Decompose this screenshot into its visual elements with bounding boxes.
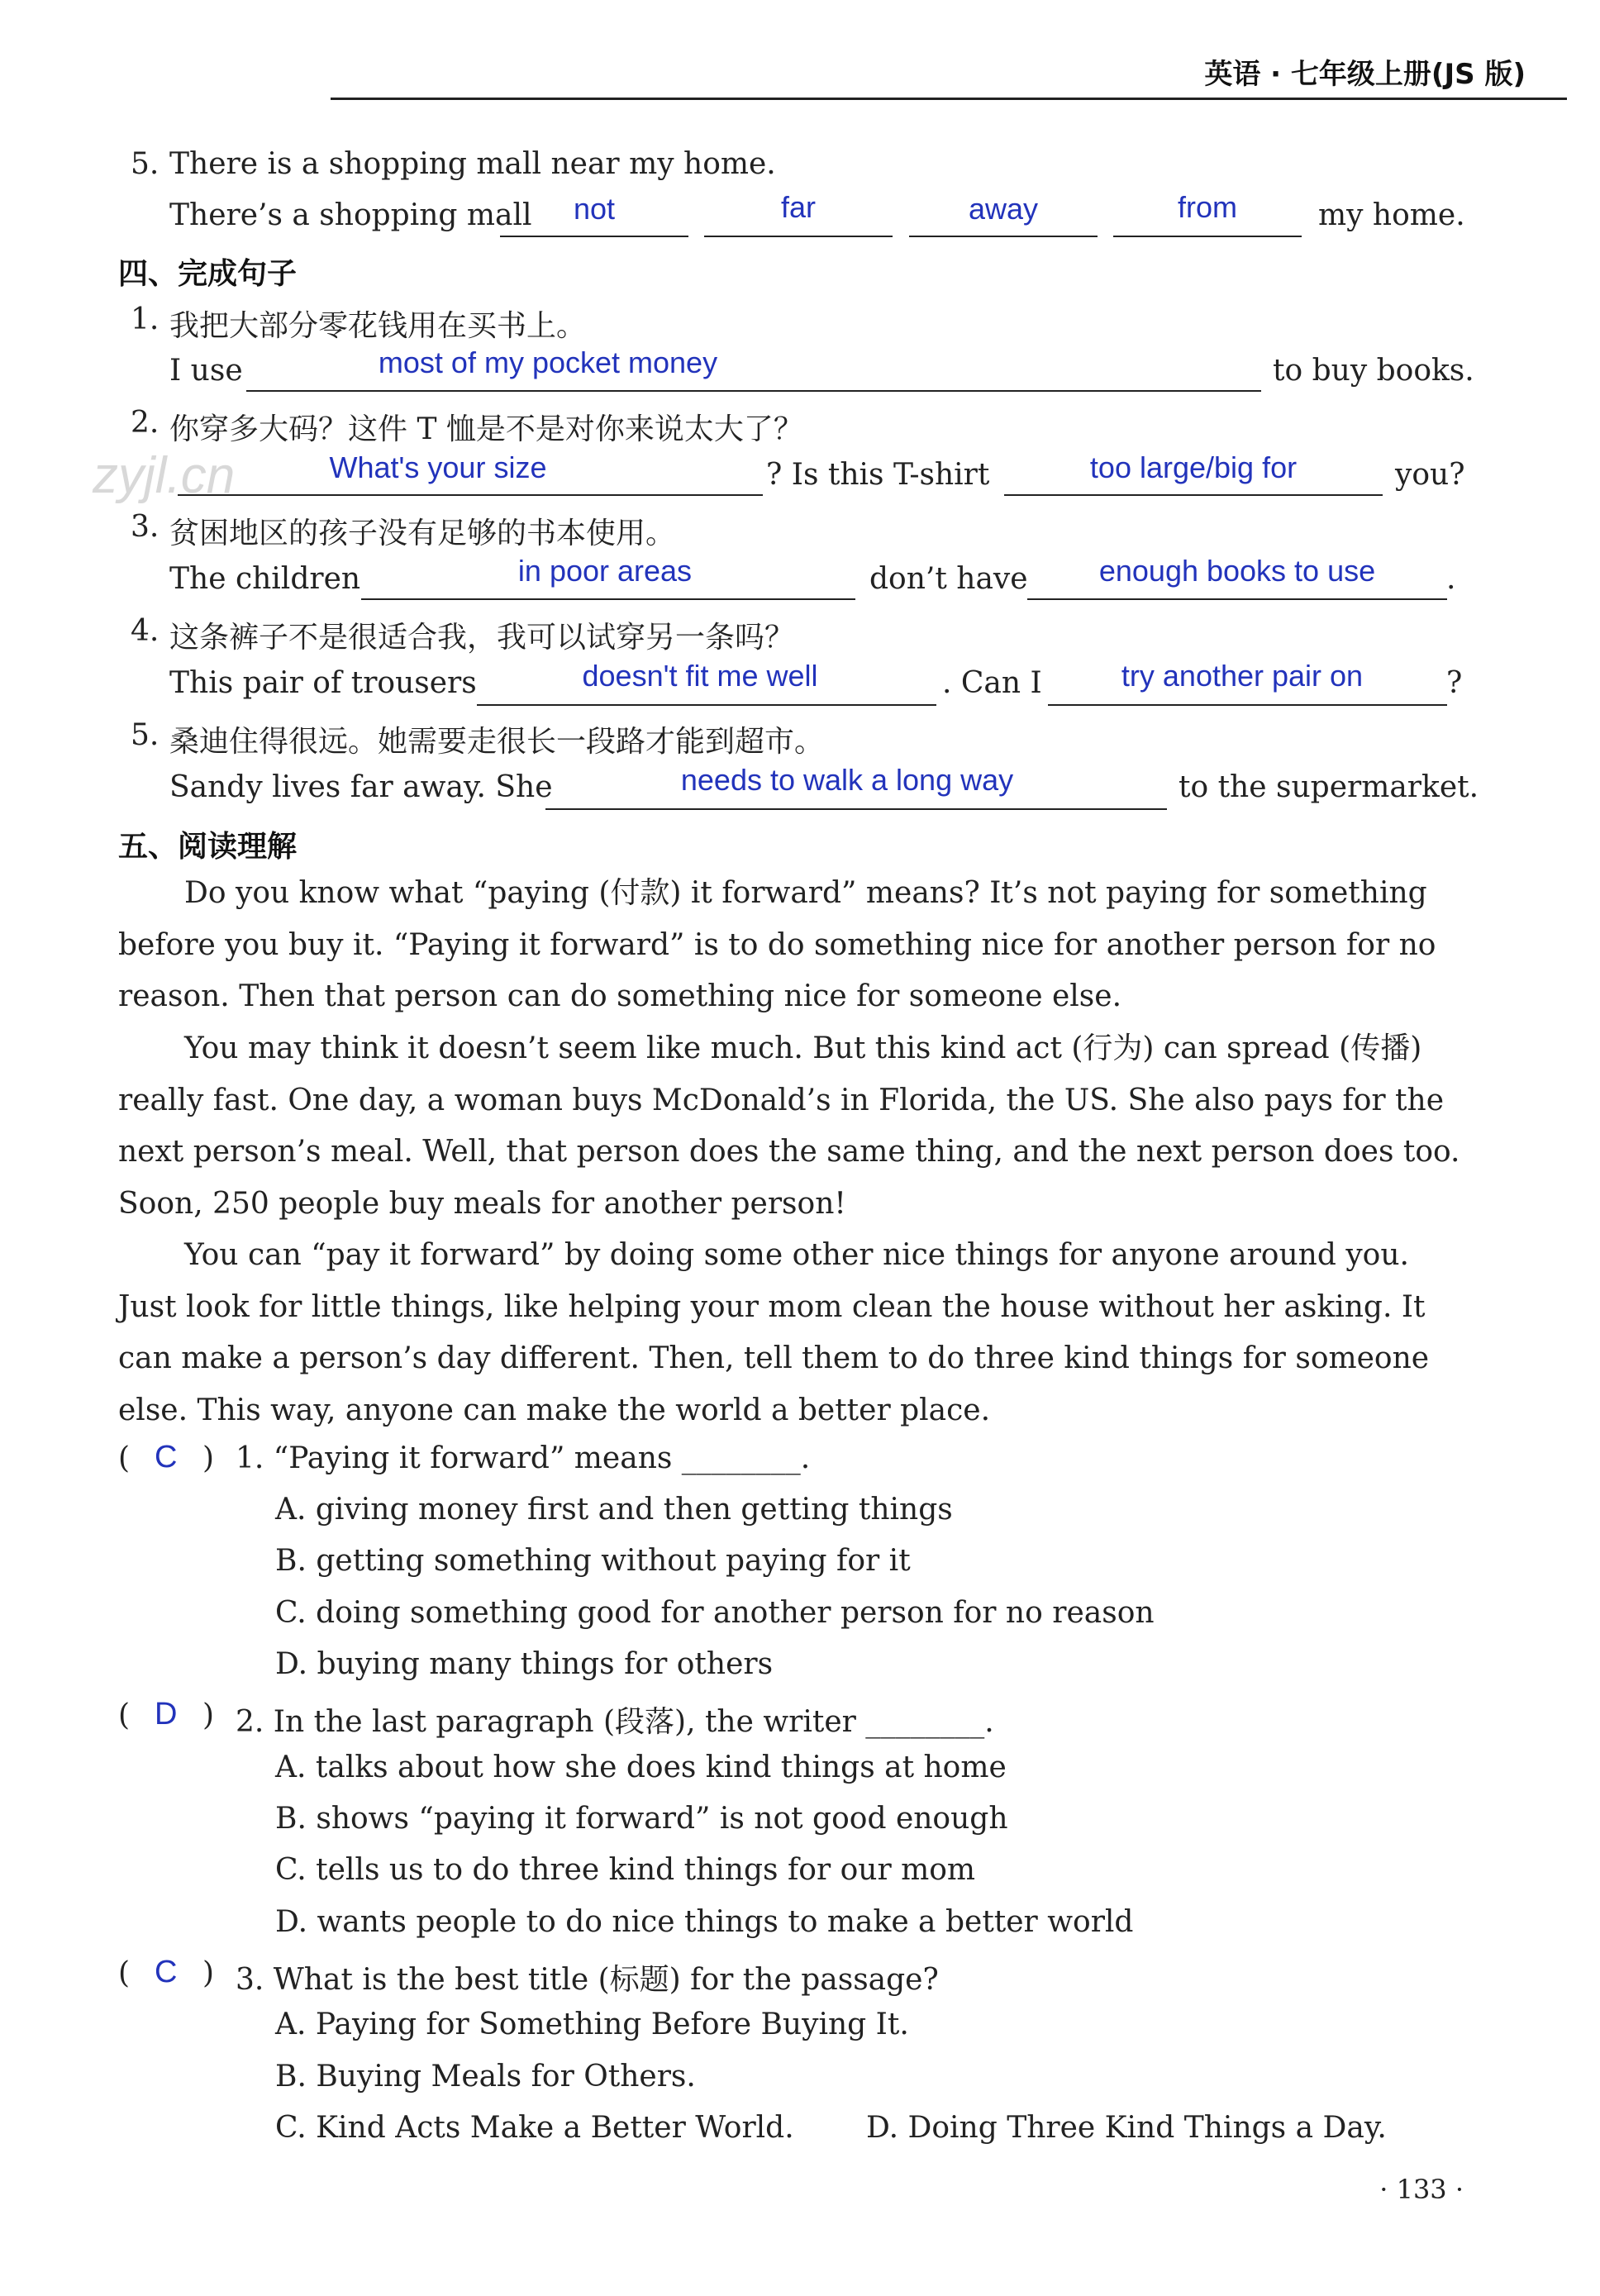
s3-q5-prefix: There’s a shopping mall [169, 198, 532, 232]
q2-answer-letter: D [155, 1697, 178, 1732]
s4-q5-answer: needs to walk a long way [680, 763, 1014, 797]
s4-q1-suffix: to buy books. [1273, 354, 1474, 388]
s3-q5-answer-1: not [573, 192, 616, 226]
q3-option-c: C. Kind Acts Make a Better World. [275, 2111, 794, 2145]
s4-q2-number: 2. [131, 406, 160, 440]
s4-q4-number: 4. [131, 614, 160, 648]
q1-stem: 1. “Paying it forward” means ________. [236, 1441, 811, 1475]
q2-option-c: C. tells us to do three kind things for our mom [275, 1853, 976, 1887]
s4-q1-chinese: 我把大部分零花钱用在买书上。 [169, 309, 587, 343]
s3-q5-blank-2 [704, 236, 893, 237]
q1-option-b: B. getting something without paying for it [275, 1544, 911, 1578]
passage-paragraph-2: You may think it doesn’t seem like much. But this kind act (行为) can spread (传播) really fast. One day, a woman buys McDonald’s in Florida, the US. She also pays for the next person’s meal. Well, that person does the same thing, and the next person does too. Soon, 250 people buy meals for another person! [118, 1031, 1460, 1221]
s4-q3-suffix: . [1446, 562, 1456, 596]
s4-q3-blank-2 [1027, 598, 1447, 600]
s4-q4-answer-2: try another pair on [1121, 659, 1364, 693]
header-divider [331, 98, 1567, 100]
s4-q2-blank-2 [1004, 494, 1383, 496]
passage-paragraph-3: You can “pay it forward” by doing some other nice things for anyone around you. Just look for little things, like helping your mom clean the house without her asking. It can make a person’s day different. Then, tell them to do three kind things for someone else. This way, anyone can make the world a better place. [118, 1238, 1430, 1427]
s3-q5-blank-4 [1113, 236, 1302, 237]
s4-q3-number: 3. [131, 510, 160, 544]
s4-q3-prefix: The children [169, 562, 361, 596]
s4-q1-answer: most of my pocket money [378, 345, 718, 379]
page-number: · 133 · [1379, 2174, 1464, 2205]
q3-option-d: D. Doing Three Kind Things a Day. [866, 2111, 1387, 2145]
s3-q5-blank-1 [500, 236, 688, 237]
s4-q5-prefix: Sandy lives far away. She [169, 770, 553, 804]
s4-q5-suffix: to the supermarket. [1179, 770, 1479, 804]
s4-q3-chinese: 贫困地区的孩子没有足够的书本使用。 [169, 517, 676, 550]
s4-q1-number: 1. [131, 302, 160, 336]
s4-q2-suffix: you? [1395, 458, 1465, 492]
s3-q5-answer-4: from [1178, 190, 1237, 224]
s4-q3-middle: don’t have [869, 562, 1028, 596]
q3-option-b: B. Buying Meals for Others. [275, 2060, 696, 2094]
s4-q4-prefix: This pair of trousers [169, 666, 477, 700]
s4-q5-chinese: 桑迪住得很远。她需要走很长一段路才能到超市。 [169, 725, 825, 759]
s4-q5-number: 5. [131, 718, 160, 752]
q3-paren-open: ( [118, 1956, 131, 1990]
q1-answer-letter: C [155, 1440, 178, 1474]
q1-paren-open: ( [118, 1441, 131, 1475]
q2-stem: 2. In the last paragraph (段落), the writer ________. [236, 1705, 994, 1739]
s4-q1-prefix: I use [169, 354, 243, 388]
s3-q5-answer-2: far [780, 190, 816, 224]
s4-q4-blank-2 [1048, 704, 1447, 706]
s4-q2-answer-1: What's your size [329, 450, 547, 484]
q2-option-b: B. shows “paying it forward” is not good enough [275, 1802, 1008, 1836]
s4-q4-middle: . Can I [942, 666, 1042, 700]
s4-q4-answer-1: doesn't fit me well [582, 659, 818, 693]
section-5-heading: 五、阅读理解 [118, 830, 298, 864]
s3-q5-blank-3 [909, 236, 1098, 237]
q3-stem: 3. What is the best title (标题) for the passage? [236, 1963, 939, 1997]
s4-q2-chinese: 你穿多大码？这件 T 恤是不是对你来说太大了？ [169, 412, 803, 446]
q3-answer-letter: C [155, 1955, 178, 1989]
s4-q2-answer-2: too large/big for [1089, 450, 1298, 484]
q1-option-c: C. doing something good for another person for no reason [275, 1596, 1155, 1630]
s4-q3-blank-1 [361, 598, 855, 600]
s4-q5-blank [545, 808, 1167, 810]
q2-paren-open: ( [118, 1698, 131, 1732]
q2-option-a: A. talks about how she does kind things at home [275, 1751, 1007, 1784]
section-4-heading: 四、完成句子 [118, 257, 298, 291]
s4-q3-answer-2: enough books to use [1098, 554, 1376, 588]
s4-q4-suffix: ? [1446, 666, 1463, 700]
s4-q4-chinese: 这条裤子不是很适合我，我可以试穿另一条吗？ [169, 621, 795, 655]
s4-q4-blank-1 [477, 704, 936, 706]
s3-q5-answer-3: away [968, 192, 1039, 226]
s4-q1-blank [246, 390, 1261, 392]
s4-q3-answer-1: in poor areas [517, 554, 693, 588]
s4-q2-blank-1 [178, 494, 763, 496]
watermark: zyjl.cn [93, 447, 236, 504]
s4-q2-middle: ? Is this T-shirt [766, 458, 990, 492]
page-header-title: 英语 · 七年级上册(JS 版) [1204, 58, 1526, 91]
q1-option-d: D. buying many things for others [275, 1647, 774, 1681]
q3-paren-close: ) [202, 1956, 215, 1990]
q1-option-a: A. giving money first and then getting things [275, 1493, 953, 1527]
passage-paragraph-1: Do you know what “paying (付款) it forward” means? It’s not paying for something before you buy it. “Paying it forward” is to do something nice for another person for no reason. Then that person can do something nice for someone else. [118, 876, 1436, 1013]
q3-option-a: A. Paying for Something Before Buying It. [275, 2008, 909, 2041]
s3-q5-number: 5. [131, 147, 160, 181]
q1-paren-close: ) [202, 1441, 215, 1475]
s3-q5-original: There is a shopping mall near my home. [169, 147, 776, 181]
q2-paren-close: ) [202, 1698, 215, 1732]
s3-q5-suffix: my home. [1318, 198, 1465, 232]
q2-option-d: D. wants people to do nice things to make a better world [275, 1905, 1134, 1939]
